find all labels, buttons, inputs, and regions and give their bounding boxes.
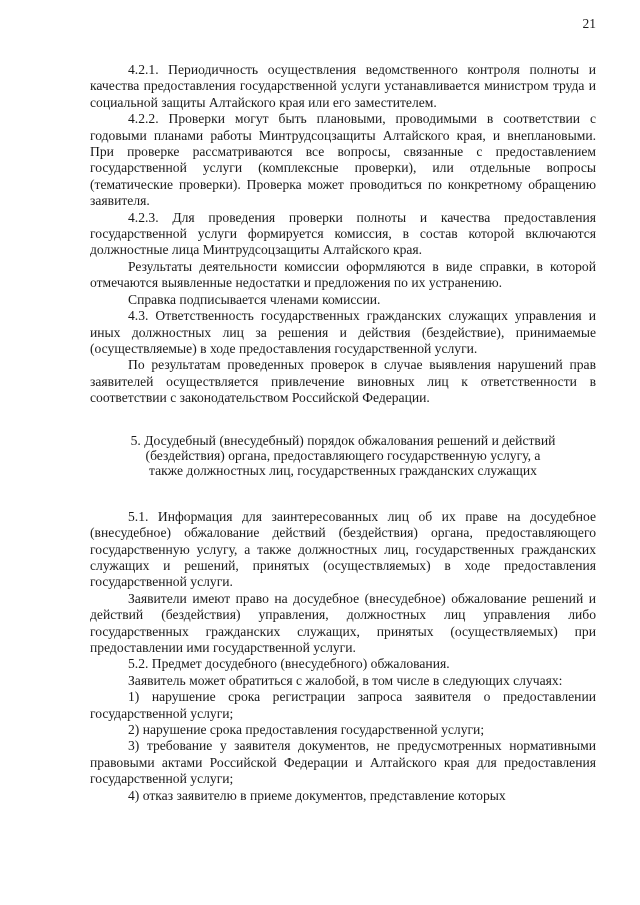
list-item-3: 3) требование у заявителя документов, не предусмотренных нормативными правовыми актами Российской Федерации и Алтайского края для предоставления государственной услуги;	[90, 738, 596, 787]
paragraph-commission-results: Результаты деятельности комиссии оформляются в виде справки, в которой отмечаются выявленные недостатки и предложения по их устранению.	[90, 258, 596, 291]
paragraph-certificate-signed: Справка подписывается членами комиссии.	[128, 291, 381, 307]
list-item-2: 2) нарушение срока предоставления государственной услуги;	[128, 722, 485, 738]
page-content	[90, 62, 596, 804]
section-5-heading: 5. Досудебный (внесудебный) порядок обжалования решений и действий (бездействия) органа, предоставляющего государственную услугу, а также должностных лиц, государственных гражданских служащих	[130, 432, 556, 479]
paragraph-5-1: 5.1. Информация для заинтересованных лиц об их праве на досудебное (внесудебное) обжалование действий (бездействия) органа, предоставляющего государственную услугу, а также должностных лиц, государственных гражданских служащих и решений, принятых (осуществляемых) в ходе предоставления государственной услуги.	[90, 508, 596, 590]
paragraph-4-2-2: 4.2.2. Проверки могут быть плановыми, проводимыми в соответствии с годовыми планами работы Минтрудсоцзащиты Алтайского края, и внеплановыми. При проверке рассматриваются все вопросы, связанные с предоставлением государственной услуги (комплексные проверки), или отдельные вопросы (тематические проверки). Проверка может проводиться по конкретному обращению заявителя.	[90, 111, 596, 209]
paragraph-complaint-cases: Заявитель может обратиться с жалобой, в том числе в следующих случаях:	[128, 672, 563, 688]
paragraph-applicants-right: Заявители имеют право на досудебное (внесудебное) обжалование решений и действий (бездействия) управления, должностных лиц управления либо государственных гражданских служащих, принятых (осуществляемых) при предоставлении ими государственной услуги.	[90, 590, 596, 655]
list-item-4: 4) отказ заявителю в приеме документов, представление которых	[128, 787, 506, 803]
paragraph-4-3: 4.3. Ответственность государственных гражданских служащих управления и иных должностных лиц за решения и действия (бездействие), принимаемые (осуществляемые) в ходе предоставления государственной услуги.	[90, 308, 596, 356]
page-number: 21	[582, 16, 596, 31]
paragraph-4-2-1: 4.2.1. Периодичность осуществления ведомственного контроля полноты и качества предоставления государственной услуги устанавливается министром труда и социальной защиты Алтайского края или его заместителем.	[90, 62, 596, 110]
paragraph-4-2-3: 4.2.3. Для проведения проверки полноты и качества предоставления государственной услуги формируется комиссия, в состав которой включаются должностные лица Минтрудсоцзащиты Алтайского края.	[90, 209, 596, 258]
list-item-1: 1) нарушение срока регистрации запроса заявителя о предоставлении государственной услуги;	[90, 689, 596, 721]
paragraph-5-2: 5.2. Предмет досудебного (внесудебного) обжалования.	[128, 656, 450, 672]
paragraph-inspection-results: По результатам проведенных проверок в случае выявления нарушений прав заявителей осуществляется привлечение виновных лиц к ответственности в соответствии с законодательством Российской Федерации.	[90, 357, 596, 406]
